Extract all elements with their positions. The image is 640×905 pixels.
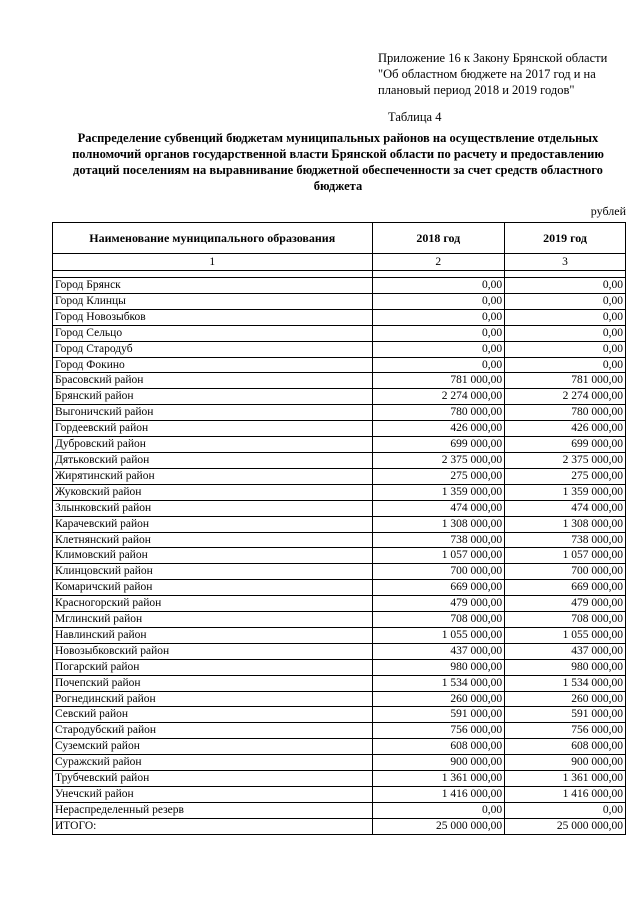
row-2018-cell: 426 000,00 [372, 421, 505, 437]
row-name-cell: Жуковский район [53, 484, 373, 500]
row-name-cell: Погарский район [53, 659, 373, 675]
row-name-cell: Суражский район [53, 755, 373, 771]
row-2018-cell: 474 000,00 [372, 500, 505, 516]
row-name-cell: Стародубский район [53, 723, 373, 739]
table-row [53, 771, 626, 787]
row-2018-cell: 608 000,00 [372, 739, 505, 755]
column-index-row [53, 254, 626, 271]
row-name-cell: Унечский район [53, 787, 373, 803]
row-2018-cell: 0,00 [372, 341, 505, 357]
spacer-cell [53, 271, 373, 278]
table-row [53, 357, 626, 373]
row-name-cell: ИТОГО: [53, 818, 373, 834]
row-2018-cell: 479 000,00 [372, 596, 505, 612]
row-name-cell: Клинцовский район [53, 564, 373, 580]
row-2019-cell: 474 000,00 [505, 500, 626, 516]
row-name-cell: Нераспределенный резерв [53, 802, 373, 818]
row-2019-cell: 781 000,00 [505, 373, 626, 389]
table-row [53, 548, 626, 564]
table-row [53, 484, 626, 500]
row-2018-cell: 708 000,00 [372, 612, 505, 628]
row-2019-cell: 699 000,00 [505, 437, 626, 453]
table-row [53, 627, 626, 643]
table-row [53, 278, 626, 294]
row-2018-cell: 900 000,00 [372, 755, 505, 771]
row-2019-cell: 669 000,00 [505, 580, 626, 596]
row-2019-cell: 0,00 [505, 278, 626, 294]
row-name-cell: Клетнянский район [53, 532, 373, 548]
table-row [53, 723, 626, 739]
table-row [53, 468, 626, 484]
row-2018-cell: 1 308 000,00 [372, 516, 505, 532]
table-row [53, 389, 626, 405]
row-2018-cell: 0,00 [372, 309, 505, 325]
table-row [53, 580, 626, 596]
row-2019-cell: 608 000,00 [505, 739, 626, 755]
row-2018-cell: 0,00 [372, 802, 505, 818]
row-2019-cell: 0,00 [505, 357, 626, 373]
row-2018-cell: 0,00 [372, 357, 505, 373]
table-header-row [53, 223, 626, 254]
column-index-1: 1 [53, 254, 373, 271]
row-2019-cell: 1 359 000,00 [505, 484, 626, 500]
table-row [53, 755, 626, 771]
table-row [53, 643, 626, 659]
table-row [53, 612, 626, 628]
table-row [53, 437, 626, 453]
table-row [53, 532, 626, 548]
row-2019-cell: 260 000,00 [505, 691, 626, 707]
row-2019-cell: 1 308 000,00 [505, 516, 626, 532]
row-2018-cell: 25 000 000,00 [372, 818, 505, 834]
row-2019-cell: 708 000,00 [505, 612, 626, 628]
row-name-cell: Жирятинский район [53, 468, 373, 484]
row-2019-cell: 900 000,00 [505, 755, 626, 771]
row-2019-cell: 980 000,00 [505, 659, 626, 675]
row-2019-cell: 700 000,00 [505, 564, 626, 580]
table-row [53, 341, 626, 357]
table-row [53, 596, 626, 612]
column-index-2: 2 [372, 254, 505, 271]
table-row [53, 659, 626, 675]
row-name-cell: Климовский район [53, 548, 373, 564]
column-header-2019: 2019 год [505, 223, 626, 254]
row-2018-cell: 1 361 000,00 [372, 771, 505, 787]
row-name-cell: Комаричский район [53, 580, 373, 596]
row-2018-cell: 738 000,00 [372, 532, 505, 548]
row-2018-cell: 1 534 000,00 [372, 675, 505, 691]
row-2019-cell: 479 000,00 [505, 596, 626, 612]
table-row [53, 818, 626, 834]
row-name-cell: Рогнединский район [53, 691, 373, 707]
row-name-cell: Брасовский район [53, 373, 373, 389]
column-header-name: Наименование муниципального образования [53, 223, 373, 254]
row-2019-cell: 1 534 000,00 [505, 675, 626, 691]
row-name-cell: Город Клинцы [53, 293, 373, 309]
row-name-cell: Брянский район [53, 389, 373, 405]
row-2019-cell: 0,00 [505, 309, 626, 325]
row-2019-cell: 2 274 000,00 [505, 389, 626, 405]
row-name-cell: Мглинский район [53, 612, 373, 628]
row-name-cell: Карачевский район [53, 516, 373, 532]
row-name-cell: Город Новозыбков [53, 309, 373, 325]
row-2019-cell: 0,00 [505, 341, 626, 357]
row-2018-cell: 2 375 000,00 [372, 452, 505, 468]
table-number: Таблица 4 [388, 110, 442, 124]
row-name-cell: Злынковский район [53, 500, 373, 516]
table-row [53, 675, 626, 691]
row-name-cell: Город Брянск [53, 278, 373, 294]
row-2019-cell: 1 416 000,00 [505, 787, 626, 803]
row-2018-cell: 1 359 000,00 [372, 484, 505, 500]
table-row [53, 500, 626, 516]
table-row [53, 691, 626, 707]
row-2019-cell: 0,00 [505, 802, 626, 818]
row-name-cell: Город Фокино [53, 357, 373, 373]
row-2019-cell: 25 000 000,00 [505, 818, 626, 834]
row-2019-cell: 1 055 000,00 [505, 627, 626, 643]
table-row [53, 421, 626, 437]
row-2018-cell: 781 000,00 [372, 373, 505, 389]
table-row [53, 452, 626, 468]
table-body [53, 278, 626, 835]
row-2018-cell: 0,00 [372, 293, 505, 309]
row-2018-cell: 669 000,00 [372, 580, 505, 596]
row-2019-cell: 2 375 000,00 [505, 452, 626, 468]
row-name-cell: Дубровский район [53, 437, 373, 453]
row-2019-cell: 1 057 000,00 [505, 548, 626, 564]
table-row [53, 373, 626, 389]
spacer-cell [372, 271, 505, 278]
table-row [53, 707, 626, 723]
table-row [53, 564, 626, 580]
row-2018-cell: 756 000,00 [372, 723, 505, 739]
row-name-cell: Севский район [53, 707, 373, 723]
row-2018-cell: 700 000,00 [372, 564, 505, 580]
row-2019-cell: 426 000,00 [505, 421, 626, 437]
row-2019-cell: 275 000,00 [505, 468, 626, 484]
row-2018-cell: 0,00 [372, 278, 505, 294]
row-2019-cell: 0,00 [505, 293, 626, 309]
row-name-cell: Трубчевский район [53, 771, 373, 787]
row-2018-cell: 1 055 000,00 [372, 627, 505, 643]
row-2018-cell: 2 274 000,00 [372, 389, 505, 405]
row-2019-cell: 780 000,00 [505, 405, 626, 421]
table-row [53, 516, 626, 532]
header-line-2: "Об областном бюджете на 2017 год и на [378, 67, 596, 81]
row-2019-cell: 591 000,00 [505, 707, 626, 723]
row-2018-cell: 980 000,00 [372, 659, 505, 675]
row-2018-cell: 437 000,00 [372, 643, 505, 659]
row-name-cell: Почепский район [53, 675, 373, 691]
header-line-3: плановый период 2018 и 2019 годов" [378, 83, 575, 97]
row-2018-cell: 780 000,00 [372, 405, 505, 421]
document-title: Распределение субвенций бюджетам муниципальных районов на осуществление отдельных полномочий органов государственной власти Брянской области по расчету и предоставлению дотаций поселениям на выравнивание бюджетной обеспеченности за счет средств областного бюджета [72, 131, 604, 193]
row-name-cell: Гордеевский район [53, 421, 373, 437]
header-line-1: Приложение 16 к Закону Брянской области [378, 51, 608, 65]
row-2018-cell: 699 000,00 [372, 437, 505, 453]
row-name-cell: Выгоничский район [53, 405, 373, 421]
spacer-cell [505, 271, 626, 278]
column-index-3: 3 [505, 254, 626, 271]
row-2018-cell: 591 000,00 [372, 707, 505, 723]
row-name-cell: Новозыбковский район [53, 643, 373, 659]
row-2018-cell: 275 000,00 [372, 468, 505, 484]
row-name-cell: Навлинский район [53, 627, 373, 643]
table-row [53, 787, 626, 803]
row-2019-cell: 738 000,00 [505, 532, 626, 548]
row-2019-cell: 0,00 [505, 325, 626, 341]
row-2019-cell: 756 000,00 [505, 723, 626, 739]
row-2018-cell: 1 416 000,00 [372, 787, 505, 803]
row-2019-cell: 1 361 000,00 [505, 771, 626, 787]
row-name-cell: Суземский район [53, 739, 373, 755]
subventions-table [52, 222, 626, 835]
spacer-row [53, 271, 626, 278]
table-row [53, 739, 626, 755]
table-row [53, 309, 626, 325]
table-row [53, 325, 626, 341]
row-2018-cell: 1 057 000,00 [372, 548, 505, 564]
table-row [53, 405, 626, 421]
units-label: рублей [590, 204, 626, 218]
row-2019-cell: 437 000,00 [505, 643, 626, 659]
row-name-cell: Город Стародуб [53, 341, 373, 357]
column-header-2018: 2018 год [372, 223, 505, 254]
document-header [378, 50, 628, 98]
row-name-cell: Красногорский район [53, 596, 373, 612]
table-row [53, 802, 626, 818]
row-name-cell: Дятьковский район [53, 452, 373, 468]
row-2018-cell: 260 000,00 [372, 691, 505, 707]
table-row [53, 293, 626, 309]
row-name-cell: Город Сельцо [53, 325, 373, 341]
row-2018-cell: 0,00 [372, 325, 505, 341]
